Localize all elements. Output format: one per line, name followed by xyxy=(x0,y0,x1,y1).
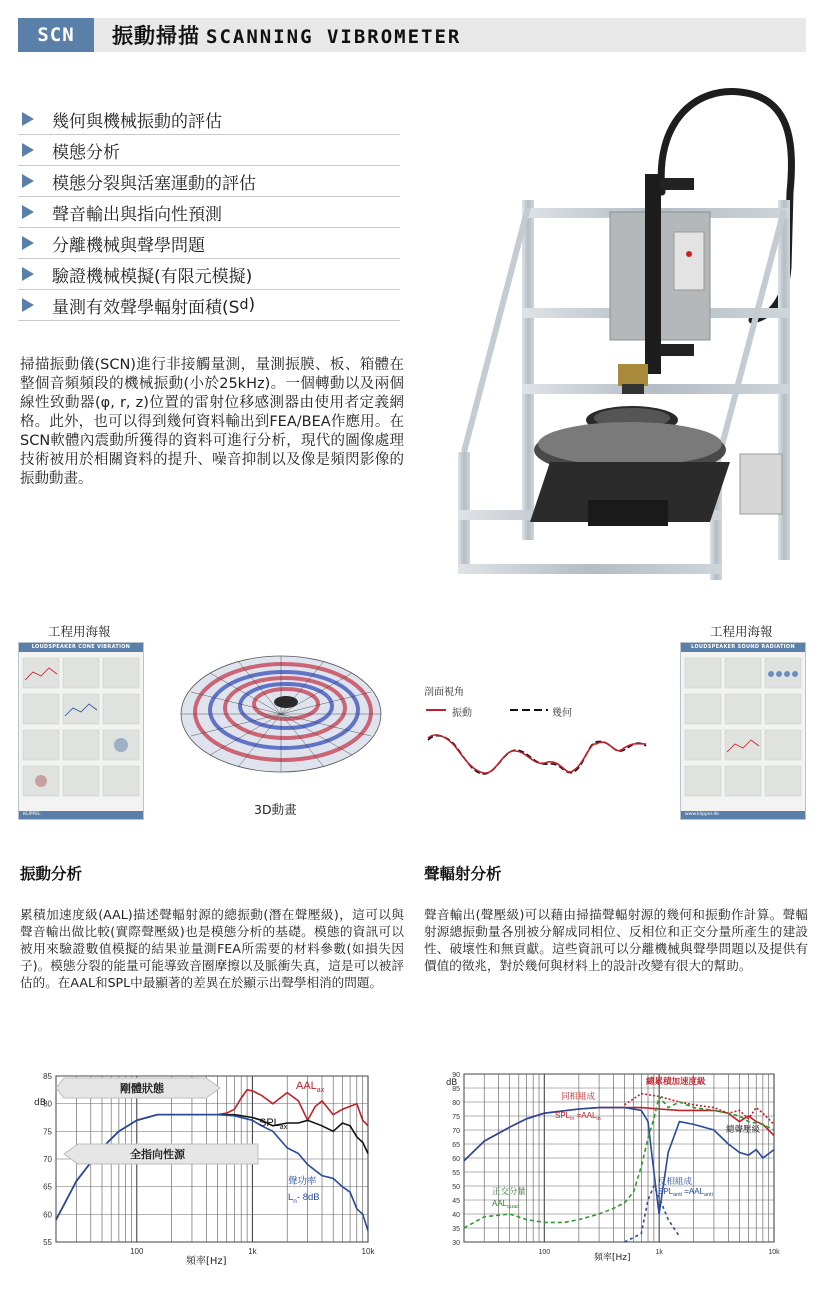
x-tick-label: 1k xyxy=(655,1249,663,1256)
profile-title: 剖面視角 xyxy=(424,687,464,698)
feature-item: 驗證機械模擬(有限元模擬) xyxy=(18,259,400,290)
triangle-bullet-icon xyxy=(22,174,34,188)
poster-web: www.klippel.de xyxy=(681,811,805,819)
triangle-bullet-icon xyxy=(22,236,34,250)
y-tick-label: 35 xyxy=(452,1226,460,1233)
chart2-xlabel: 頻率[Hz] xyxy=(594,1253,631,1263)
vibration-section-text: 累積加速度級(AAL)描述聲輻射源的總振動(潛在聲壓級)，這可以與聲音輸出做比較(實際聲壓級)也是模態分析的基礎。模態的資訊可以被用來驗證數值模擬的結果並量測FEA所需要的材料參數(如損失因子)。模態分裂的能量可能導致音圈摩擦以及脈衝失真，這是可以被評估的。在AAL和SPL中最顯著的差異在於顯示出聲學相消的問題。 xyxy=(20,907,404,990)
feature-item: 模態分析 xyxy=(18,135,400,166)
y-tick-label: 85 xyxy=(452,1086,460,1093)
x-tick-label: 100 xyxy=(130,1247,144,1256)
y-tick-label: 80 xyxy=(452,1100,460,1107)
y-tick-label: 80 xyxy=(43,1099,52,1109)
y-tick-label: 30 xyxy=(452,1240,460,1247)
total-aal-label: 總累積加速度級 xyxy=(646,1076,706,1086)
triangle-bullet-icon xyxy=(22,205,34,219)
feature-list xyxy=(18,104,400,321)
x-tick-label: 1k xyxy=(248,1247,257,1256)
power-formula: $L_n-$ 8dB xyxy=(288,1192,320,1205)
quadrature-formula: $AAL_{quad}$ xyxy=(492,1199,520,1210)
inphase-label: 同相組成 xyxy=(561,1091,596,1101)
poster-content-illustration xyxy=(681,652,805,810)
triangle-bullet-icon xyxy=(22,112,34,126)
scanning-vibrometer-illustration xyxy=(440,82,820,582)
y-tick-label: 90 xyxy=(452,1072,460,1079)
section-tag: SCN xyxy=(18,18,94,52)
feature-item: 幾何與機械振動的評估 xyxy=(18,104,400,135)
page-title xyxy=(112,18,461,52)
chart2-ylabel: dB xyxy=(446,1078,458,1088)
radiation-section-title: 聲輻射分析 xyxy=(424,865,502,883)
y-tick-label: 65 xyxy=(452,1142,460,1149)
page-title-en: SCANNING VIBROMETER xyxy=(206,26,462,48)
quadrature-label: 正交分量 xyxy=(492,1186,527,1196)
x-tick-label: 10k xyxy=(361,1247,375,1256)
cone-3d-animation-image xyxy=(178,654,384,780)
aal-label: $AAL_{ax}$ xyxy=(296,1080,325,1094)
poster-content-illustration xyxy=(19,652,143,810)
intro-paragraph: 掃描振動儀(SCN)進行非接觸量測，量測振膜、板、箱體在整個音頻頻段的機械振動(小於25kHz)。一個轉動以及兩個線性致動器(φ, r, z)位置的雷射位移感測器由使用者定義網格。此外，也可以得到幾何資料輸出到FEA/BEA作應用。在SCN軟體內震動所獲得的資料可進行分析，現代的圖像處理技術被用於相關資料的提升、噪音抑制以及像是頻閃影像的振動動畫。 xyxy=(20,357,404,487)
poster-cone-vibration xyxy=(18,642,144,820)
antiphase-label: 反相組成 xyxy=(658,1176,693,1186)
y-tick-label: 60 xyxy=(43,1210,52,1220)
y-tick-label: 65 xyxy=(43,1182,52,1192)
spl-label: $SPL_{ax}$ xyxy=(259,1117,288,1131)
page-title-cn: 振動掃描 xyxy=(112,24,200,48)
poster-sound-radiation xyxy=(680,642,806,820)
antiphase-formula: $SPL_{anti} =AAL_{anti}$ xyxy=(658,1187,713,1198)
x-tick-label: 10k xyxy=(768,1249,780,1256)
y-tick-label: 85 xyxy=(43,1072,52,1081)
poster-brand: KLIPPEL xyxy=(19,811,143,819)
omni-source-label: 全指向性源 xyxy=(130,1149,185,1161)
poster-title: LOUDSPEAKER SOUND RADIATION xyxy=(681,643,805,652)
chart1-ylabel: dB xyxy=(34,1098,46,1108)
radiation-chart xyxy=(440,1064,792,1274)
y-tick-label: 75 xyxy=(43,1127,52,1137)
feature-item: 模態分裂與活塞運動的評估 xyxy=(18,166,400,197)
poster-title: LOUDSPEAKER CONE VIBRATION xyxy=(19,643,143,652)
y-tick-label: 75 xyxy=(452,1114,460,1121)
animation-label: 3D動畫 xyxy=(254,802,297,817)
vibration-chart xyxy=(18,1066,384,1274)
chart1-xlabel: 頻率[Hz] xyxy=(186,1256,227,1267)
y-tick-label: 70 xyxy=(452,1128,460,1135)
radiation-section-text: 聲音輸出(聲壓級)可以藉由掃描聲輻射源的幾何和振動作計算。聲輻射源總振動量各別被分解成同相位、反相位和正交分量所產生的建設性、破壞性和無貢獻。這些資訊可以分離機械與聲學問題以及提供有價值的徵兆，對於幾何與材料上的設計改變有很大的幫助。 xyxy=(424,907,808,973)
feature-item: 量測有效聲學輻射面積(S d ) xyxy=(18,290,400,321)
triangle-bullet-icon xyxy=(22,143,34,157)
y-tick-label: 40 xyxy=(452,1212,460,1219)
triangle-bullet-icon xyxy=(22,298,34,312)
feature-item: 聲音輸出與指向性預測 xyxy=(18,197,400,228)
total-spl-label: 總聲壓級 xyxy=(726,1124,761,1134)
legend-vibration-label: 振動 xyxy=(452,708,472,719)
y-tick-label: 45 xyxy=(452,1198,460,1205)
feature-item: 分離機械與聲學問題 xyxy=(18,228,400,259)
rigid-state-label: 剛體狀態 xyxy=(120,1083,164,1095)
triangle-bullet-icon xyxy=(22,267,34,281)
y-tick-label: 70 xyxy=(43,1155,52,1164)
y-tick-label: 55 xyxy=(43,1238,52,1247)
poster-label-left: 工程用海報 xyxy=(48,624,111,639)
poster-label-right: 工程用海報 xyxy=(710,624,773,639)
y-tick-label: 60 xyxy=(452,1156,460,1163)
x-tick-label: 100 xyxy=(538,1249,551,1256)
inphase-formula: $SPL_{in} =AAL_{in}$ xyxy=(555,1111,601,1122)
y-tick-label: 50 xyxy=(452,1184,460,1191)
legend-geometry-label: 幾何 xyxy=(552,708,572,719)
y-tick-label: 55 xyxy=(452,1170,460,1177)
power-label: 聲功率 xyxy=(288,1176,317,1187)
vibration-section-title: 振動分析 xyxy=(20,865,83,883)
